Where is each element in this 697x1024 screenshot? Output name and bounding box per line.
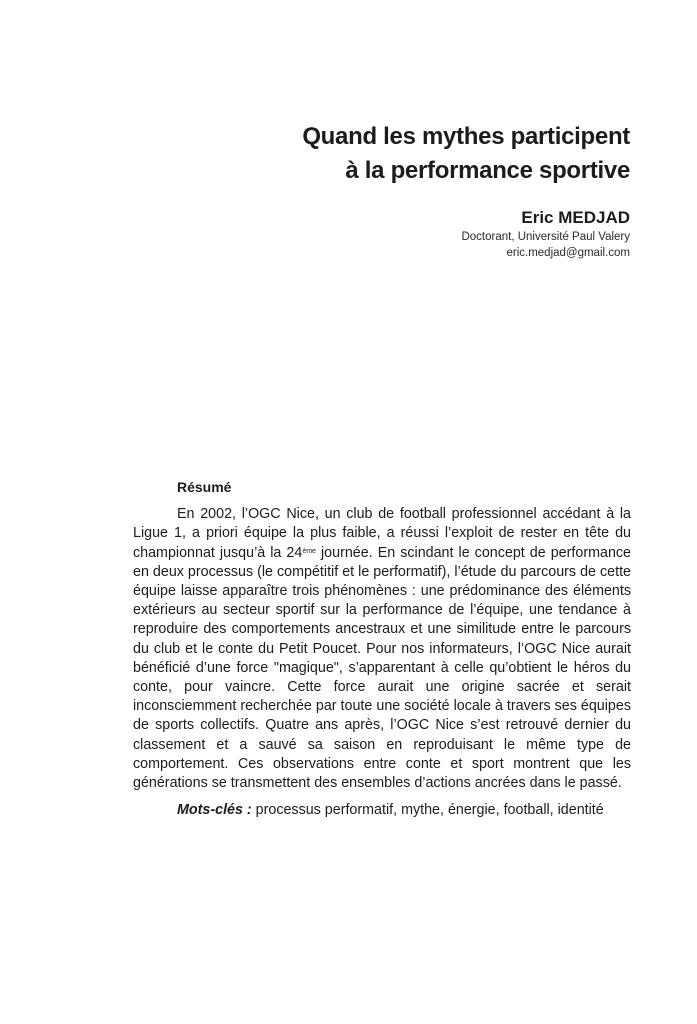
- author-email: eric.medjad@gmail.com: [506, 247, 630, 259]
- article-title: [302, 120, 630, 188]
- keywords-label: Mots-clés :: [177, 802, 252, 819]
- author-affiliation: Doctorant, Université Paul Valery: [461, 231, 630, 243]
- author-name: Eric MEDJAD: [521, 208, 630, 227]
- title-line-1: Quand les mythes participent: [302, 123, 630, 150]
- keywords-text: processus performatif, mythe, énergie, football, identité: [251, 802, 604, 819]
- abstract-body: [133, 505, 631, 793]
- abstract-text-part2: journée. En scindant le concept de performance en deux processus (le compétitif et le performatif), l’étude du parcours de cette équipe laisse apparaître trois phénomènes : une prédominance des éléments extérieurs au secteur sportif sur la performance de l’équipe, une tendance à reproduire des comportements ancestraux et une similitude entre le parcours du club et le conte du Petit Poucet. Pour nos informateurs, l’OGC Nice aurait bénéficié d’une force "magique", s’apparentant à celle qu’obtient le héros du conte, pour vaincre. Cette force aurait une origine sacrée et serait inconsciemment recherchée par toute une société locale à travers ses équipes de sports collectifs. Quatre ans après, l’OGC Nice s’est retrouvé dernier du classement et a sauvé sa saison en reproduisant le même type de comportement. Ces observations entre conte et sport montrent que les générations se transmettent des ensembles d’actions ancrées dans le passé.: [133, 544, 631, 792]
- title-line-2: à la performance sportive: [345, 157, 630, 184]
- author-block: [461, 207, 630, 261]
- abstract-superscript: ème: [302, 547, 316, 555]
- abstract-heading: Résumé: [177, 479, 232, 495]
- abstract-section: [133, 478, 631, 820]
- abstract-text-part1: En 2002, l’OGC Nice, un club de football professionnel accédant à la Ligue 1, a priori équipe la plus faible, a réussi l’exploit de rester en tête du championnat jusqu’à la 24: [133, 506, 631, 561]
- keywords: [133, 801, 631, 820]
